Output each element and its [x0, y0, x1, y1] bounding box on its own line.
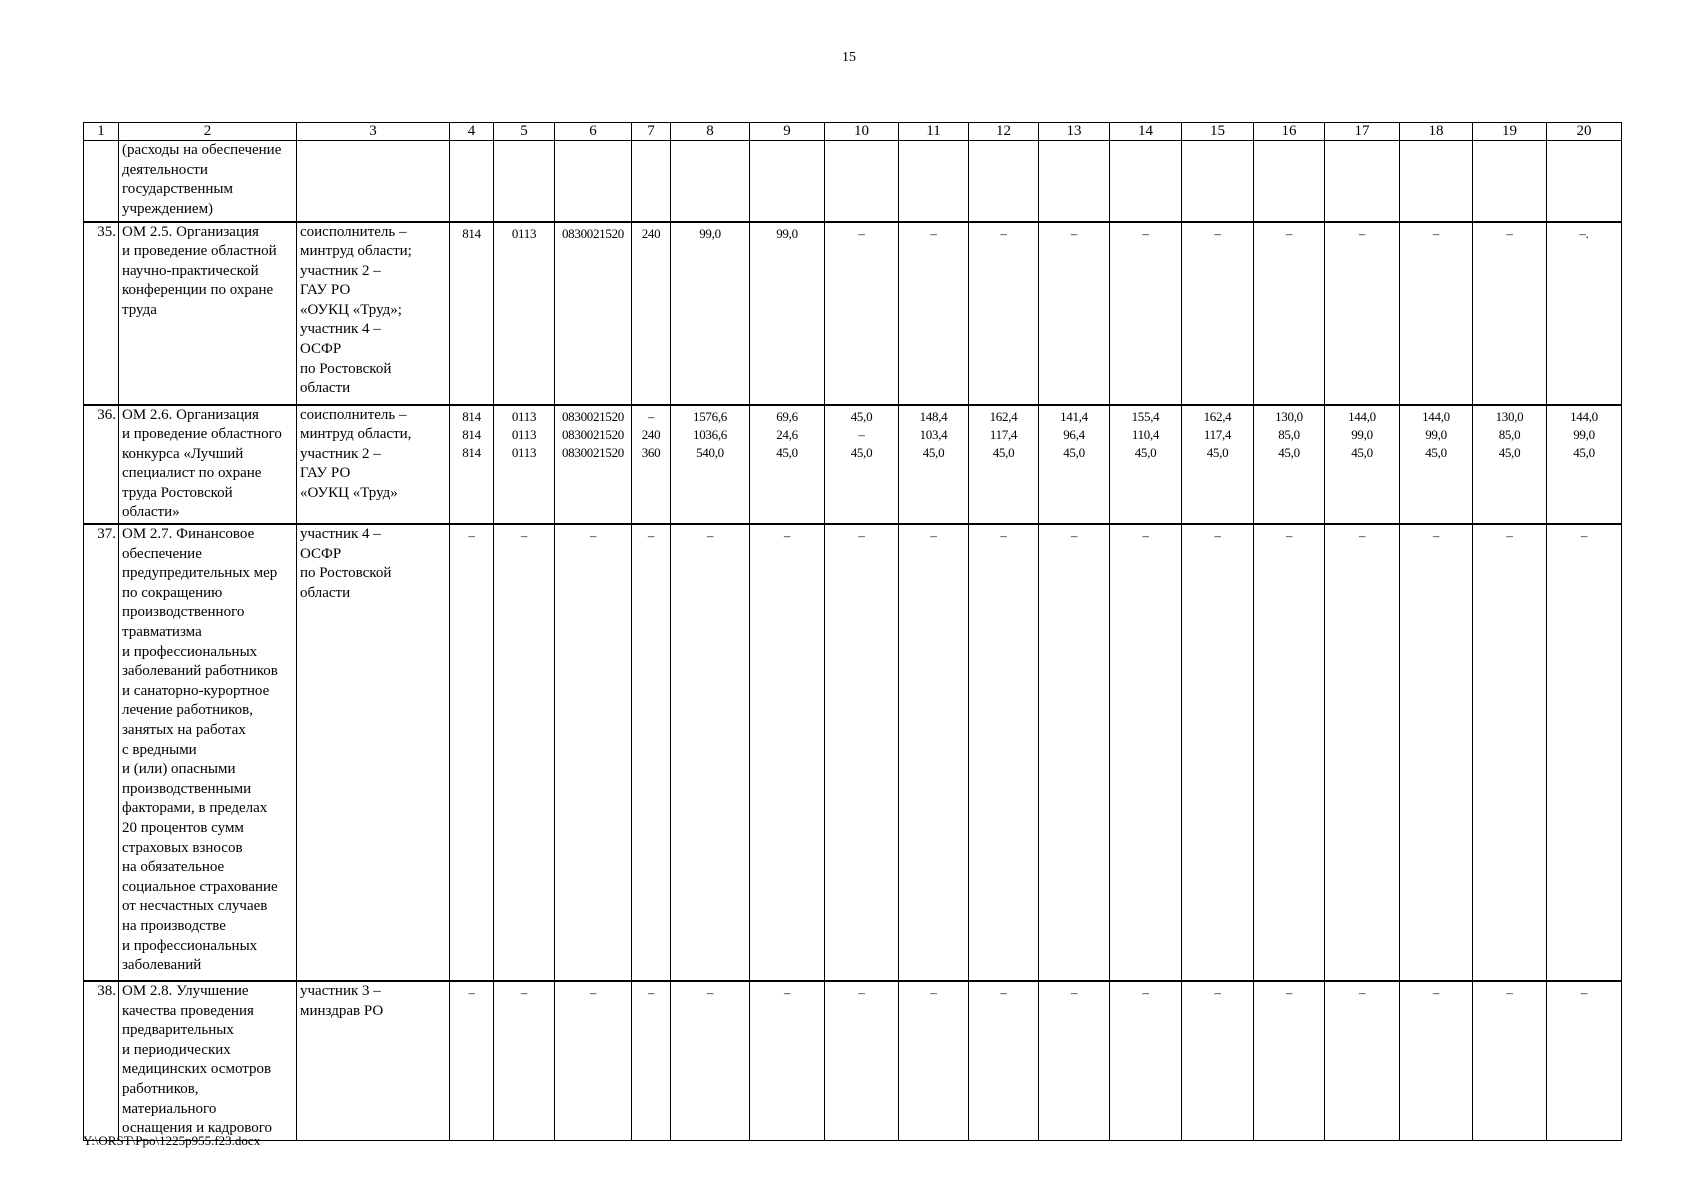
value-cell: 99,0	[671, 222, 750, 405]
value-cell	[1473, 141, 1547, 222]
value-cell: –	[750, 981, 825, 1140]
table-row	[84, 141, 1622, 222]
grbs-code: –	[450, 524, 494, 981]
value-cell	[1400, 141, 1473, 222]
value-cell: –	[969, 222, 1039, 405]
value-cell: 141,4 96,4 45,0	[1039, 405, 1110, 525]
row-number	[84, 141, 119, 222]
column-number: 1	[84, 123, 119, 141]
row-number: 36.	[84, 405, 119, 525]
value-cell: –	[1325, 981, 1400, 1140]
value-cell: –	[1473, 981, 1547, 1140]
value-cell	[1254, 141, 1325, 222]
target-code: 0830021520	[555, 222, 632, 405]
value-cell: –.	[1547, 222, 1622, 405]
value-cell: 155,4 110,4 45,0	[1110, 405, 1182, 525]
value-cell	[671, 141, 750, 222]
executor: соисполнитель – минтруд области, участник 2 – ГАУ РО «ОУКЦ «Труд»	[297, 405, 450, 525]
value-cell: –	[1254, 222, 1325, 405]
value-cell: 144,0 99,0 45,0	[1547, 405, 1622, 525]
value-cell: –	[750, 524, 825, 981]
value-cell: –	[1400, 981, 1473, 1140]
column-number: 19	[1473, 123, 1547, 141]
value-cell	[1110, 141, 1182, 222]
value-cell: –	[1110, 524, 1182, 981]
value-cell: –	[1039, 981, 1110, 1140]
value-cell	[1325, 141, 1400, 222]
column-number: 17	[1325, 123, 1400, 141]
value-cell: –	[671, 981, 750, 1140]
measure-name: ОМ 2.7. Финансовое обеспечение предупредительных мер по сокращению производственного травматизма и профессиональных заболеваний работников и санаторно-курортное лечение работников, занятых на работах с вредными и (или) опасными производственными факторами, в пределах 20 процентов сумм страховых взносов на обязательное социальное страхование от несчастных случаев на производстве и профессиональных заболеваний	[119, 524, 297, 981]
grbs-code: –	[450, 981, 494, 1140]
table-row	[84, 524, 1622, 981]
value-cell: –	[1039, 524, 1110, 981]
value-cell: 144,0 99,0 45,0	[1325, 405, 1400, 525]
column-number: 4	[450, 123, 494, 141]
value-cell: 99,0	[750, 222, 825, 405]
measure-name: (расходы на обеспечение деятельности государственным учреждением)	[119, 141, 297, 222]
value-cell: –	[1473, 524, 1547, 981]
value-cell: –	[1039, 222, 1110, 405]
value-cell: 148,4 103,4 45,0	[899, 405, 969, 525]
value-cell: 130,0 85,0 45,0	[1473, 405, 1547, 525]
executor	[297, 141, 450, 222]
page-number: 15	[842, 50, 856, 65]
target-code: –	[555, 981, 632, 1140]
target-code: 0830021520 0830021520 0830021520	[555, 405, 632, 525]
column-number: 7	[632, 123, 671, 141]
value-cell: –	[825, 981, 899, 1140]
value-cell: –	[1547, 524, 1622, 981]
expense-type-code	[632, 141, 671, 222]
measure-name: ОМ 2.5. Организация и проведение областной научно-практической конференции по охране труда	[119, 222, 297, 405]
value-cell: –	[969, 524, 1039, 981]
value-cell: –	[825, 524, 899, 981]
column-number: 6	[555, 123, 632, 141]
value-cell	[899, 141, 969, 222]
column-number: 14	[1110, 123, 1182, 141]
column-number: 12	[969, 123, 1039, 141]
value-cell: –	[1110, 981, 1182, 1140]
column-number: 16	[1254, 123, 1325, 141]
target-code: –	[555, 524, 632, 981]
value-cell: –	[1182, 524, 1254, 981]
value-cell: 162,4 117,4 45,0	[1182, 405, 1254, 525]
column-number: 15	[1182, 123, 1254, 141]
value-cell: 45,0 – 45,0	[825, 405, 899, 525]
row-number: 38.	[84, 981, 119, 1140]
expense-type-code: 240	[632, 222, 671, 405]
value-cell: 144,0 99,0 45,0	[1400, 405, 1473, 525]
value-cell: –	[899, 524, 969, 981]
value-cell: 130,0 85,0 45,0	[1254, 405, 1325, 525]
value-cell: 1576,6 1036,6 540,0	[671, 405, 750, 525]
value-cell: –	[825, 222, 899, 405]
column-number: 11	[899, 123, 969, 141]
column-number: 20	[1547, 123, 1622, 141]
value-cell: –	[899, 222, 969, 405]
column-number: 18	[1400, 123, 1473, 141]
executor: участник 4 – ОСФР по Ростовской области	[297, 524, 450, 981]
value-cell	[825, 141, 899, 222]
value-cell: –	[1254, 981, 1325, 1140]
table-row	[84, 981, 1622, 1140]
section-code: –	[494, 524, 555, 981]
column-number: 5	[494, 123, 555, 141]
executor: соисполнитель – минтруд области; участник 2 – ГАУ РО «ОУКЦ «Труд»; участник 4 – ОСФР по Ростовской области	[297, 222, 450, 405]
measure-name: ОМ 2.6. Организация и проведение областного конкурса «Лучший специалист по охране труда Ростовской области»	[119, 405, 297, 525]
column-number: 10	[825, 123, 899, 141]
value-cell: –	[1325, 222, 1400, 405]
section-code: 0113	[494, 222, 555, 405]
value-cell: 69,6 24,6 45,0	[750, 405, 825, 525]
value-cell: –	[1254, 524, 1325, 981]
value-cell: –	[1400, 222, 1473, 405]
grbs-code	[450, 141, 494, 222]
target-code	[555, 141, 632, 222]
expense-type-code: – 240 360	[632, 405, 671, 525]
column-number: 3	[297, 123, 450, 141]
value-cell: –	[1547, 981, 1622, 1140]
value-cell: –	[1473, 222, 1547, 405]
grbs-code: 814 814 814	[450, 405, 494, 525]
column-number-row	[84, 123, 1622, 141]
table-row	[84, 222, 1622, 405]
column-number: 13	[1039, 123, 1110, 141]
executor: участник 3 – минздрав РО	[297, 981, 450, 1140]
measure-name: ОМ 2.8. Улучшение качества проведения предварительных и периодических медицинских осмотров работников, материального оснащения и кадрового	[119, 981, 297, 1140]
row-number: 35.	[84, 222, 119, 405]
grbs-code: 814	[450, 222, 494, 405]
value-cell	[1039, 141, 1110, 222]
file-path-footer: Y:\ORST\Ppo\1225p955.f23.docx	[83, 1133, 261, 1148]
value-cell: –	[899, 981, 969, 1140]
value-cell	[969, 141, 1039, 222]
expense-type-code: –	[632, 524, 671, 981]
column-number: 9	[750, 123, 825, 141]
section-code: –	[494, 981, 555, 1140]
row-number: 37.	[84, 524, 119, 981]
program-table	[83, 122, 1622, 1141]
expense-type-code: –	[632, 981, 671, 1140]
value-cell: –	[1110, 222, 1182, 405]
column-number: 2	[119, 123, 297, 141]
value-cell	[750, 141, 825, 222]
value-cell	[1182, 141, 1254, 222]
section-code: 0113 0113 0113	[494, 405, 555, 525]
value-cell: –	[1400, 524, 1473, 981]
column-number: 8	[671, 123, 750, 141]
value-cell: –	[1325, 524, 1400, 981]
value-cell: –	[969, 981, 1039, 1140]
value-cell	[1547, 141, 1622, 222]
value-cell: –	[1182, 222, 1254, 405]
table-row	[84, 405, 1622, 525]
value-cell: 162,4 117,4 45,0	[969, 405, 1039, 525]
value-cell: –	[671, 524, 750, 981]
section-code	[494, 141, 555, 222]
value-cell: –	[1182, 981, 1254, 1140]
